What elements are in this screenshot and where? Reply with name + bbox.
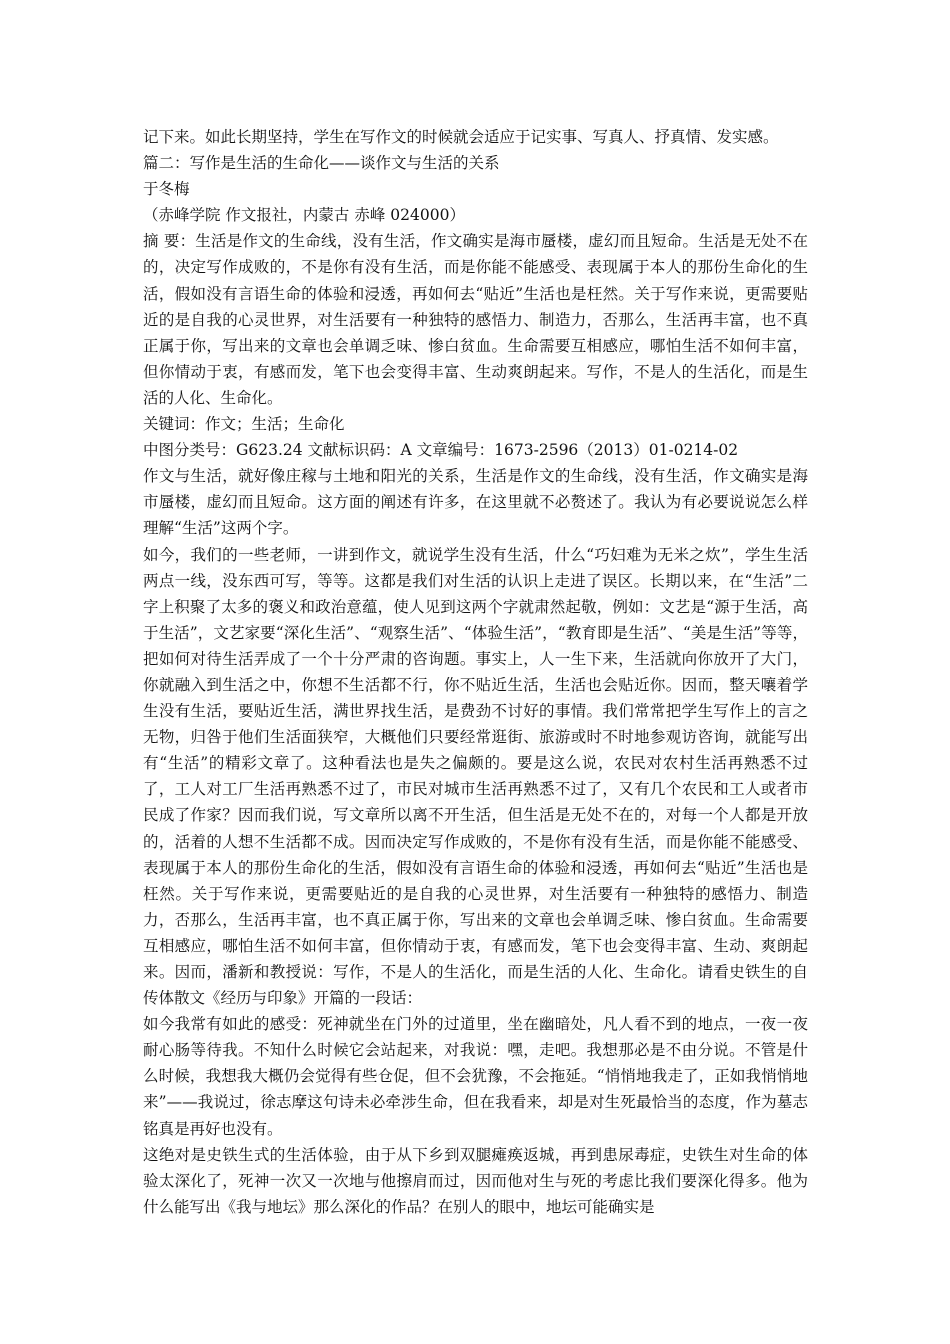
keywords: 关键词：作文；生活；生命化	[143, 415, 345, 434]
quoted-passage: 如今我常有如此的感受：死神就坐在门外的过道里，坐在幽暗处，凡人看不到的地点，一夜一夜耐心肠等待我。不知什么时候它会站起来，对我说：嘿，走吧。我想那必是不由分说。不管是什么时候，我想我大概仍会觉得有些仓促，但不会犹豫，不会拖延。“悄悄地我走了，正如我悄悄地来”——我说过，徐志摩这句诗未必牵涉生命，但在我看来，却是对生死最恰当的态度，作为墓志铭真是再好也没有。	[143, 1015, 808, 1138]
body-paragraph: 如今，我们的一些老师，一讲到作文，就说学生没有生活，什么“巧妇难为无米之炊”，学生生活两点一线，没东西可写，等等。这都是我们对生活的认识上走进了误区。长期以来，在“生活”二字上积聚了太多的褒义和政治意蕴，使人见到这两个字就肃然起敬，例如：文艺是“源于生活，高于生活”，文艺家要“深化生活”、“观察生活”、“体验生活”，“教育即是生活”、“美是生活”等等，把如何对待生活弄成了一个十分严肃的咨询题。事实上，人一生下来，生活就向你放开了大门，你就融入到生活之中，你想不生活都不行，你不贴近生活，生活也会贴近你。因而，整天嚷着学生没有生活，要贴近生活，满世界找生活，是费劲不讨好的事情。我们常常把学生写作上的言之无物，归咎于他们生活面狭窄，大概他们只要经常逛街、旅游或时不时地参观访咨询，就能写出有“生活”的精彩文章了。这种看法也是失之偏颇的。要是这么说，农民对农村生活再熟悉不过了，工人对工厂生活再熟悉不过了，市民对城市生活再熟悉不过了，又有几个农民和工人或者市民成了作家？因而我们说，写文章所以离不开生活，但生活是无处不在的，对每一个人都是开放的，活着的人想不生活都不成。因而决定写作成败的，不是你有没有生活，而是你能不能感受、表现属于本人的那份生命化的生活，假如没有言语生命的体验和浸透，再如何去“贴近”生活也是枉然。关于写作来说，更需要贴近的是自我的心灵世界，对生活要有一种独特的感悟力、制造力，否那么，生活再丰富，也不真正属于你，写出来的文章也会单调乏味、惨白贫血。生命需要互相感应，哪怕生活不如何丰富，但你情动于衷，有感而发，笔下也会变得丰富、生动、爽朗起来。因而，潘新和教授说：写作，不是人的生活化，而是生活的人化、生命化。请看史铁生的自传体散文《经历与印象》开篇的一段话：	[143, 545, 808, 1008]
document-body	[143, 124, 808, 1220]
body-paragraph: 作文与生活，就好像庄稼与土地和阳光的关系，生活是作文的生命线，没有生活，作文确实是海市蜃楼，虚幻而且短命。这方面的阐述有许多，在这里就不必赘述了。我认为有必要说说怎么样理解“生活”这两个字。	[143, 467, 808, 538]
abstract: 摘 要：生活是作文的生命线，没有生活，作文确实是海市蜃楼，虚幻而且短命。生活是无处不在的，决定写作成败的，不是你有没有生活，而是你能不能感受、表现属于本人的那份生命化的生活，假如没有言语生命的体验和浸透，再如何去“贴近”生活也是枉然。关于写作来说，更需要贴近的是自我的心灵世界，对生活要有一种独特的感悟力、制造力，否那么，生活再丰富，也不真正属于你，写出来的文章也会单调乏味、惨白贫血。生命需要互相感应，哪怕生活不如何丰富，但你情动于衷，有感而发，笔下也会变得丰富、生动爽朗起来。写作，不是人的生活化，而是生活的人化、生命化。	[143, 232, 808, 407]
body-paragraph: 这绝对是史铁生式的生活体验，由于从下乡到双腿瘫痪返城，再到患尿毒症，史铁生对生命的体验太深化了，死神一次又一次地与他擦肩而过，因而他对生与死的考虑比我们要深化得多。他为什么能写出《我与地坛》那么深化的作品？在别人的眼中，地坛可能确实是	[143, 1145, 808, 1216]
author-name: 于冬梅	[143, 180, 190, 199]
author-affiliation: （赤峰学院 作文报社，内蒙古 赤峰 024000）	[143, 206, 465, 225]
section-title: 篇二：写作是生活的生命化——谈作文与生活的关系	[143, 154, 500, 173]
classification-codes: 中图分类号：G623.24 文献标识码：A 文章编号：1673-2596（2013）01-0214-02	[143, 441, 739, 460]
paragraph-continuation: 记下来。如此长期坚持，学生在写作文的时候就会适应于记实事、写真人、抒真情、发实感。	[143, 128, 779, 146]
